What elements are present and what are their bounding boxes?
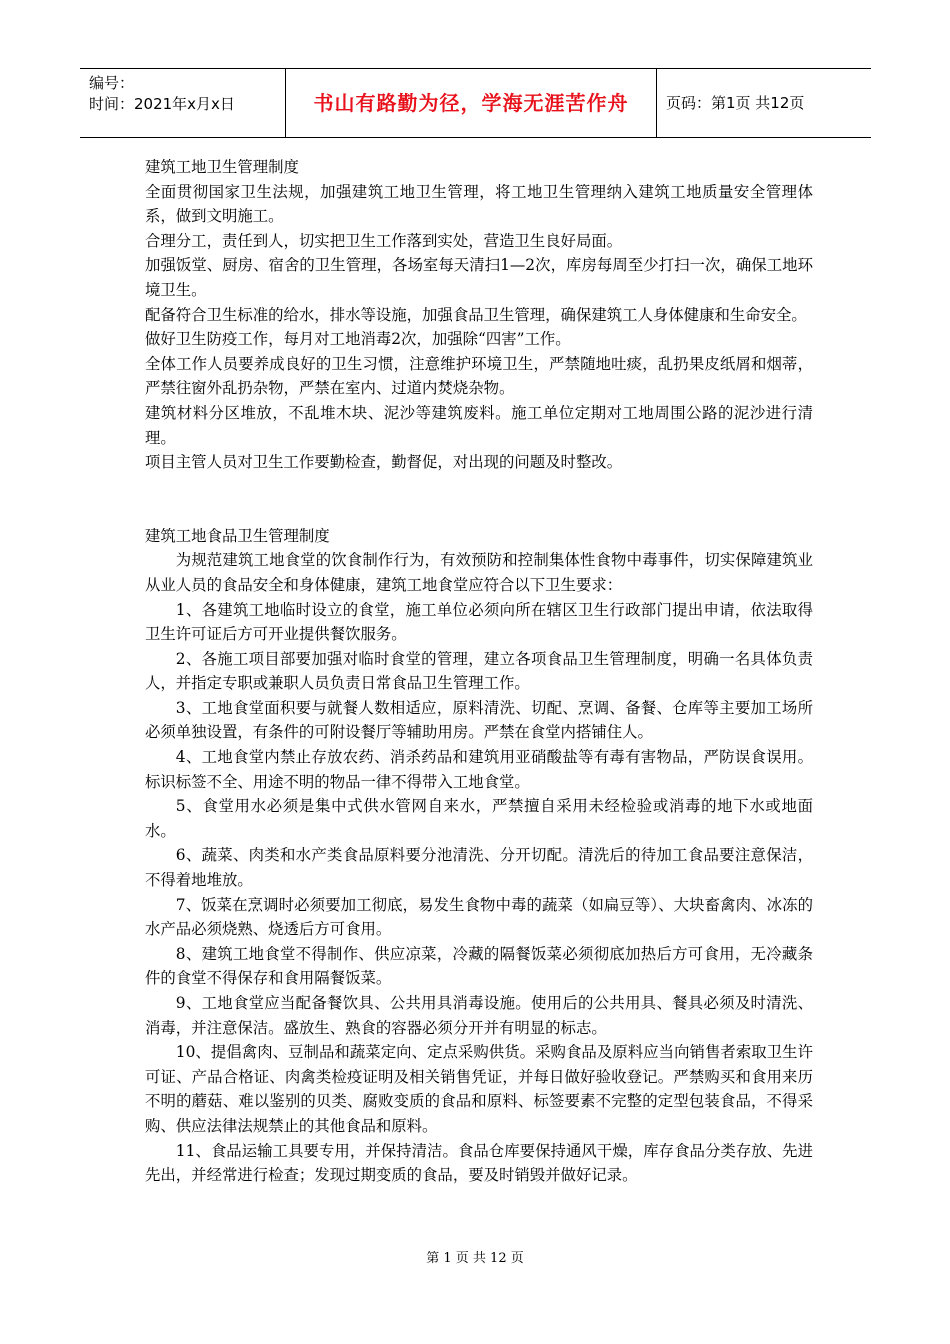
header-date: 时间：2021年x月x日 bbox=[89, 95, 235, 113]
section1-paragraph: 全面贯彻国家卫生法规，加强建筑工地卫生管理，将工地卫生管理纳入建筑工地质量安全管理体系，做到文明施工。 bbox=[145, 182, 813, 226]
section-spacer bbox=[145, 475, 813, 524]
section2-item: 10、提倡禽肉、豆制品和蔬菜定向、定点采购供货。采购食品及原料应当向销售者索取卫生许可证、产品合格证、肉禽类检疫证明及相关销售凭证，并每日做好验收登记。严禁购买和食用来历不明的蘑菇、难以鉴别的贝类、腐败变质的食品和原料、标签要素不完整的定型包装食品，不得采购、供应法律法规禁止的其他食品和原料。 bbox=[145, 1043, 813, 1135]
section1-paragraph: 项目主管人员对卫生工作要勤检查，勤督促，对出现的问题及时整改。 bbox=[145, 453, 623, 472]
section2-item: 8、建筑工地食堂不得制作、供应凉菜，冷藏的隔餐饭菜必须彻底加热后方可食用，无冷藏条件的食堂不得保存和食用隔餐饭菜。 bbox=[145, 944, 813, 988]
section2-item: 11、食品运输工具要专用，并保持清洁。食品仓库要保持通风干燥，库存食品分类存放、先进先出，并经常进行检查；发现过期变质的食品，要及时销毁并做好记录。 bbox=[145, 1141, 813, 1185]
section2-item: 3、工地食堂面积要与就餐人数相适应，原料清洗、切配、烹调、备餐、仓库等主要加工场所必须单独设置，有条件的可附设餐厅等辅助用房。严禁在食堂内搭铺住人。 bbox=[145, 698, 813, 742]
section2-item: 4、工地食堂内禁止存放农药、消杀药品和建筑用亚硝酸盐等有毒有害物品，严防误食误用。标识标签不全、用途不明的物品一律不得带入工地食堂。 bbox=[145, 748, 813, 791]
section1-title: 建筑工地卫生管理制度 bbox=[145, 158, 299, 176]
section1-paragraph: 全体工作人员要养成良好的卫生习惯，注意维护环境卫生，严禁随地吐痰，乱扔果皮纸屑和烟蒂，严禁往窗外乱扔杂物，严禁在室内、过道内焚烧杂物。 bbox=[145, 354, 813, 398]
header-motto: 书山有路勤为径，学海无涯苦作舟 bbox=[313, 91, 629, 115]
section2-item: 9、工地食堂应当配备餐饮具、公共用具消毒设施。使用后的公共用具、餐具必须及时清洗、消毒，并注意保洁。盛放生、熟食的容器必须分开并有明显的标志。 bbox=[145, 994, 813, 1037]
header-page-info: 页码：第1页 共12页 bbox=[666, 94, 805, 112]
section2-title: 建筑工地食品卫生管理制度 bbox=[145, 526, 330, 545]
page-footer: 第 1 页 共 12 页 bbox=[426, 1251, 524, 1266]
header-number-label: 编号： bbox=[89, 74, 135, 92]
section2-item: 2、各施工项目部要加强对临时食堂的管理，建立各项食品卫生管理制度，明确一名具体负责人，并指定专职或兼职人员负责日常食品卫生管理工作。 bbox=[145, 649, 813, 693]
section2-item: 5、食堂用水必须是集中式供水管网自来水，严禁擅自采用未经检验或消毒的地下水或地面水。 bbox=[145, 797, 813, 840]
section1-paragraph: 配备符合卫生标准的给水，排水等设施，加强食品卫生管理，确保建筑工人身体健康和生命安全。 bbox=[145, 305, 807, 324]
document-body bbox=[145, 155, 813, 1188]
section1-paragraph: 建筑材料分区堆放，不乱堆木块、泥沙等建筑废料。施工单位定期对工地周围公路的泥沙进行清理。 bbox=[145, 403, 813, 447]
document-header bbox=[80, 68, 871, 138]
section1-paragraph: 合理分工，责任到人，切实把卫生工作落到实处，营造卫生良好局面。 bbox=[145, 231, 623, 250]
section2-intro: 为规范建筑工地食堂的饮食制作行为，有效预防和控制集体性食物中毒事件，切实保障建筑业从业人员的食品安全和身体健康，建筑工地食堂应符合以下卫生要求： bbox=[145, 551, 813, 594]
section2-item: 7、饭菜在烹调时必须要加工彻底，易发生食物中毒的蔬菜（如扁豆等）、大块畜禽肉、冰冻的水产品必须烧熟、烧透后方可食用。 bbox=[145, 895, 813, 939]
section1-paragraph: 做好卫生防疫工作，每月对工地消毒2次，加强除“四害”工作。 bbox=[145, 330, 571, 349]
section2-item: 6、蔬菜、肉类和水产类食品原料要分池清洗、分开切配。清洗后的待加工食品要注意保洁，不得着地堆放。 bbox=[145, 846, 813, 890]
header-meta bbox=[89, 73, 285, 115]
section1-paragraph: 加强饭堂、厨房、宿舍的卫生管理，各场室每天清扫1—2次，库房每周至少打扫一次，确保工地环境卫生。 bbox=[145, 256, 813, 299]
section2-item: 1、各建筑工地临时设立的食堂，施工单位必须向所在辖区卫生行政部门提出申请，依法取得卫生许可证后方可开业提供餐饮服务。 bbox=[145, 600, 813, 644]
header-divider-right bbox=[656, 69, 657, 137]
